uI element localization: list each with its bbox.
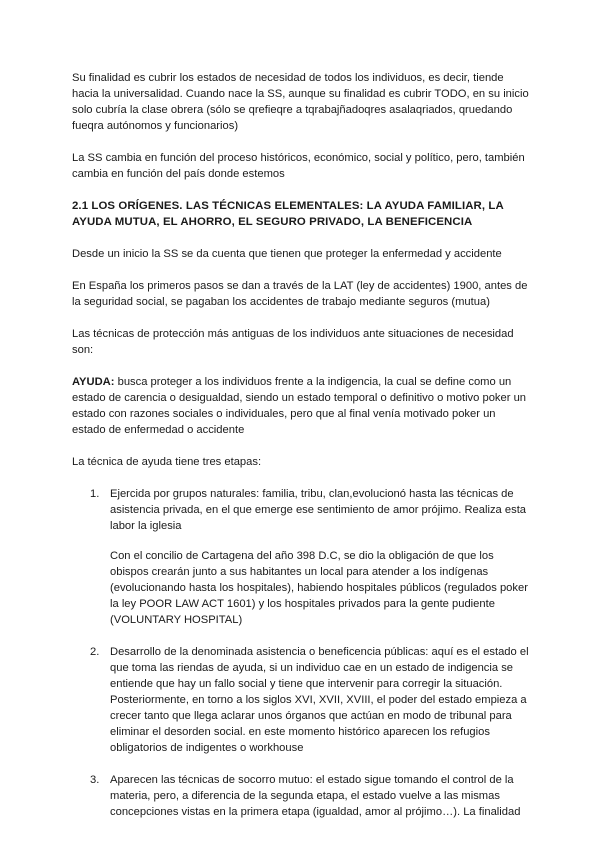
spain-paragraph: En España los primeros pasos se dan a través de la LAT (ley de accidentes) 1900, antes de la seguridad social, se pagaban los accidentes de trabajo mediante seguros (mutua) <box>72 280 528 308</box>
list-number: 3. <box>90 774 100 786</box>
intro-paragraph: Su finalidad es cubrir los estados de necesidad de todos los individuos, es decir, tiende hacia la universalidad. Cuando nace la SS, aunque su finalidad es cubrir TODO, en su inicio solo cubría la clase obrera (sólo se qrefieqre a tqrabajñadoqres asalaqriados, qruedando fueqra autónomos y funcionarios) <box>72 72 529 132</box>
list-item-extra: Con el concilio de Cartagena del año 398 D.C, se dio la obligación de que los obispos crearán junto a sus habitantes un local para atender a los indígenas (evolucionando hasta los hospitales), habiendo hospitales públicos (regulados poker la ley POOR LAW ACT 1601) y los hospitales privados para la gente pudiente (VOLUNTARY HOSPITAL) <box>110 550 528 626</box>
section-heading: 2.1 LOS ORÍGENES. LAS TÉCNICAS ELEMENTALES: LA AYUDA FAMILIAR, LA AYUDA MUTUA, EL AHORRO, EL SEGURO PRIVADO, LA BENEFICENCIA <box>72 200 504 228</box>
list-item-text: Desarrollo de la denominada asistencia o beneficencia públicas: aquí es el estado el que toma las riendas de ayuda, si un individuo cae en un estado de indigencia se entiende que hay un fallo social y tiene que intervenir para corregir la situación. Posteriormente, en torno a los siglos XVI, XVII, XVIII, el poder del estado empieza a crecer tanto que llega aclarar unos órganos que actúan en modo de tribunal para eliminar el desorden social. en este momento histórico aparecen los refugios obligatorios de indigentes o workhouse <box>110 646 529 754</box>
list-item <box>72 486 532 628</box>
ayuda-paragraph <box>72 374 532 438</box>
techniques-paragraph: Las técnicas de protección más antiguas de los individuos ante situaciones de necesidad son: <box>72 328 514 356</box>
change-paragraph: La SS cambia en función del proceso históricos, económico, social y político, pero, también cambia en función del país donde estemos <box>72 152 525 180</box>
list-number: 2. <box>90 646 100 658</box>
list-item-text: Ejercida por grupos naturales: familia, tribu, clan,evolucionó hasta las técnicas de asistencia privada, en el que emerge ese sentimiento de amor prójimo. Realiza esta labor la iglesia <box>110 488 527 532</box>
protection-paragraph: Desde un inicio la SS se da cuenta que tienen que proteger la enfermedad y accidente <box>72 248 502 260</box>
list-item <box>72 772 532 820</box>
ayuda-text: busca proteger a los individuos frente a la indigencia, la cual se define como un estado de carencia o desigualdad, siendo un estado temporal o definitivo o motivo poker un estado con razones sociales o individuales, pero que al final venía motivado poker un estado de enfermedad o accidente <box>72 376 527 436</box>
list-item <box>72 644 532 756</box>
stages-intro: La técnica de ayuda tiene tres etapas: <box>72 456 262 468</box>
list-number: 1. <box>90 488 100 500</box>
document-page <box>72 70 532 836</box>
ayuda-label: AYUDA: <box>72 376 115 388</box>
list-item-text: Aparecen las técnicas de socorro mutuo: el estado sigue tomando el control de la materia, pero, a diferencia de la segunda etapa, el estado vuelve a las mismas concepciones vistas en la primera etapa (igualdad, amor al prójimo…). La finalidad <box>110 774 521 818</box>
stages-list <box>72 486 532 820</box>
